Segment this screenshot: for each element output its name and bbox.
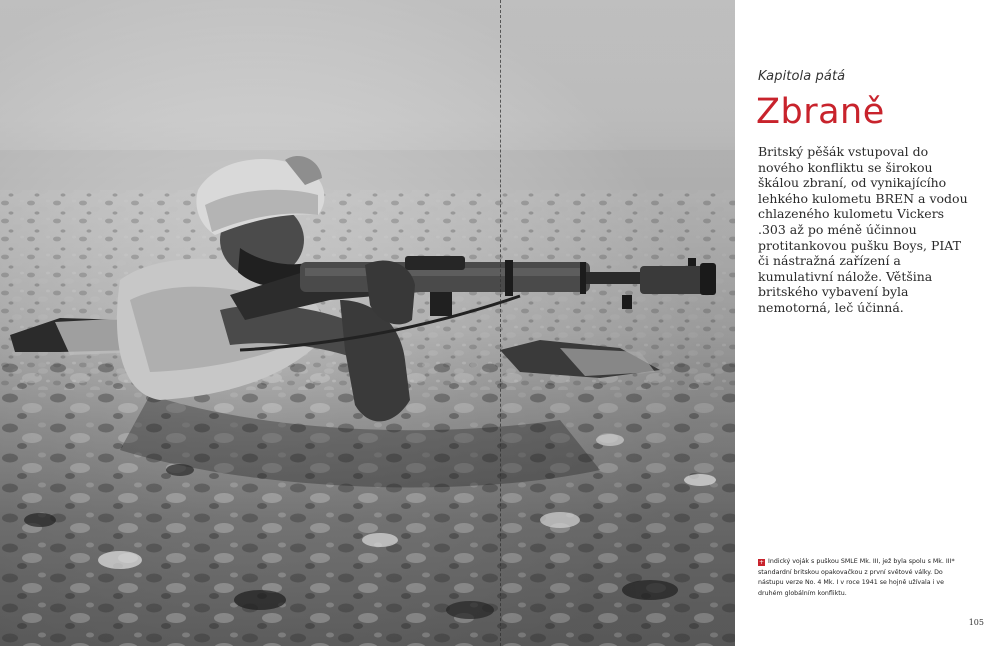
page-gutter-fold: [500, 0, 501, 646]
intro-paragraph: Britský pěšák vstupoval do nového konfliktu se širokou škálou zbraní, od vynikajícího lehkého kulometu BREN a vodou chlazeného kulometu Vickers .303 až po méně účinnou protitankovou pušku Boys, PIAT či nástražná zařízení a kumulativní nálože. Většina britského vybavení byla nemotorná, leč účinná.: [758, 144, 968, 315]
chapter-label: Kapitola pátá: [758, 69, 846, 84]
photo-caption: [758, 557, 958, 599]
right-text-column: [758, 0, 988, 646]
caption-marker-icon: +: [758, 559, 765, 566]
page-number: 105: [968, 618, 984, 627]
page-title: Zbraně: [756, 92, 885, 132]
caption-text: Indický voják s puškou SMLE Mk. III, jež byla spolu s Mk. III* standardní britskou opakovačkou z první světové války. Do nástupu verze No. 4 Mk. I v roce 1941 se hojně užívala i ve druhém globálním konfliktu.: [758, 558, 955, 597]
